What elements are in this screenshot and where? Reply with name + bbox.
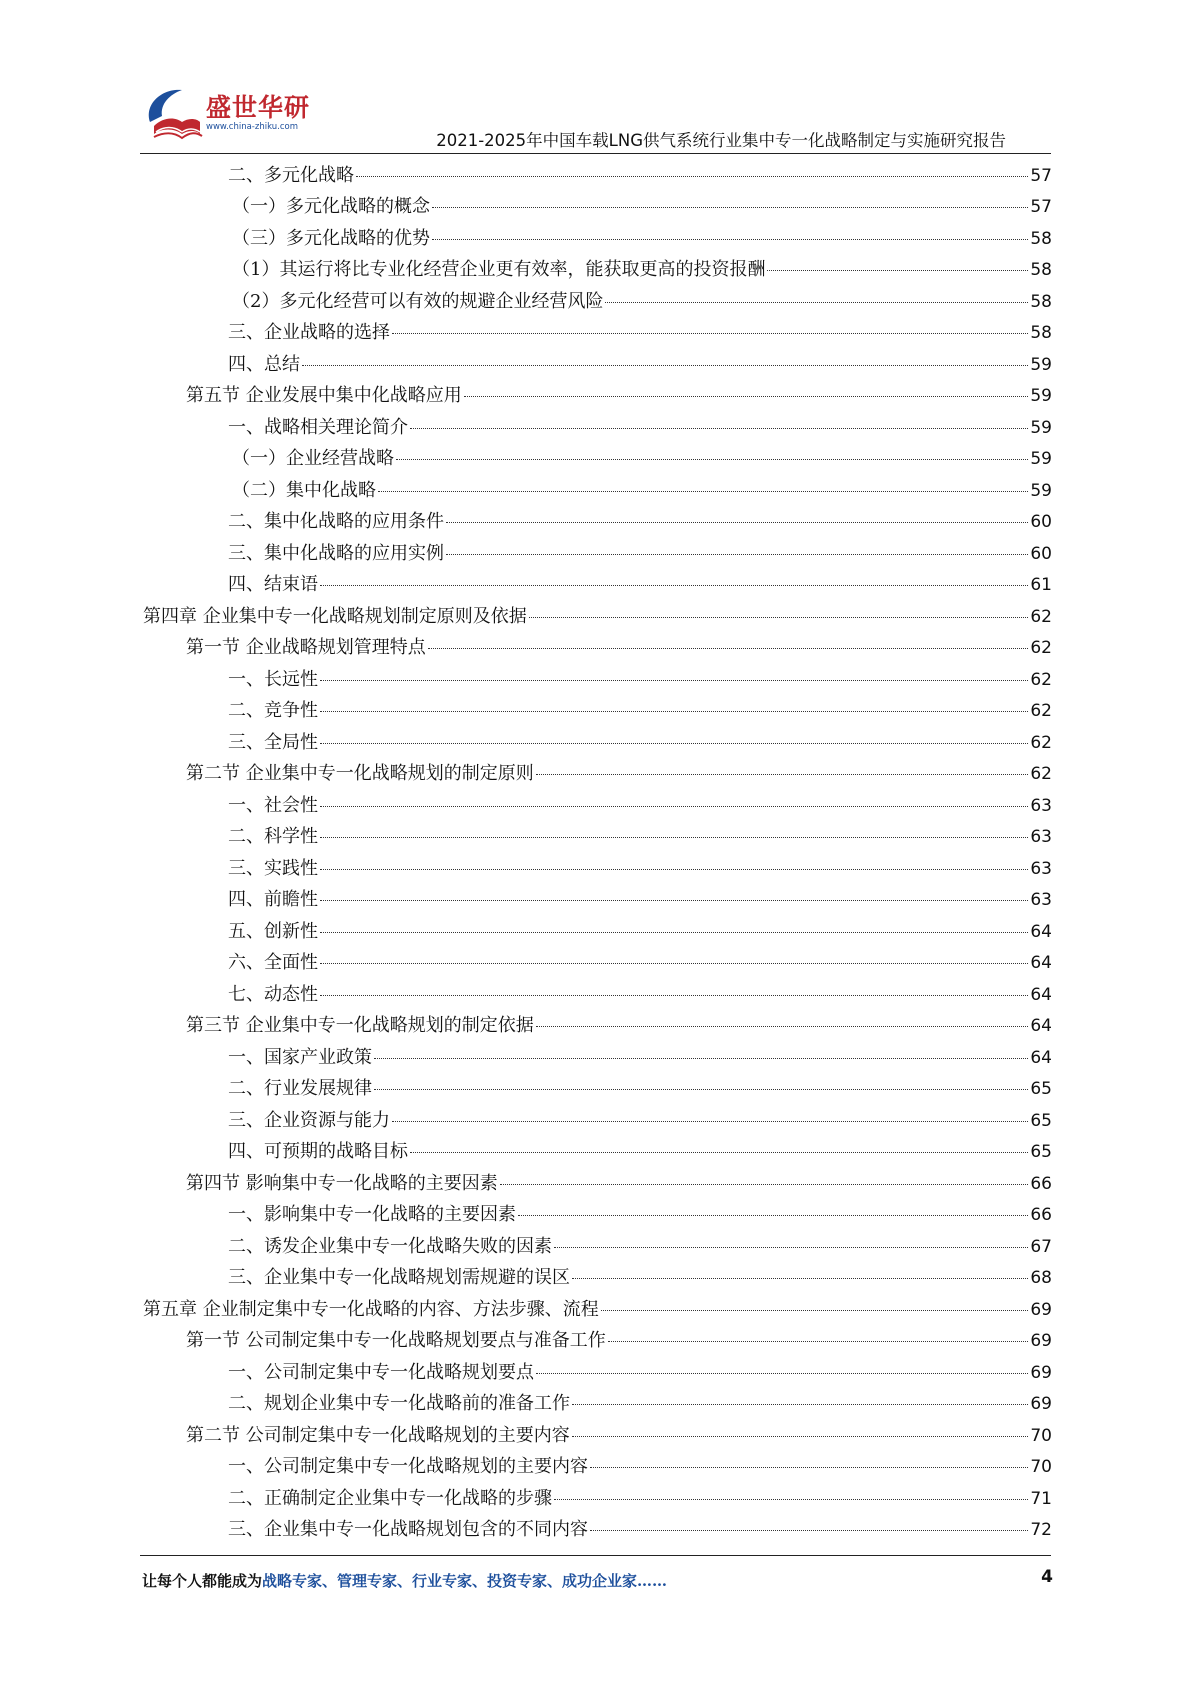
toc-entry[interactable] bbox=[0, 1042, 1191, 1074]
toc-entry-label: （二）集中化战略 bbox=[232, 479, 376, 501]
book-swoosh-logo-icon bbox=[140, 82, 204, 146]
toc-entry[interactable] bbox=[0, 1326, 1191, 1358]
toc-dot-leader bbox=[320, 869, 1028, 870]
toc-entry-page-number: 64 bbox=[1030, 953, 1052, 974]
toc-entry-label: 三、集中化战略的应用实例 bbox=[228, 542, 444, 564]
toc-entry-page-number: 58 bbox=[1030, 291, 1052, 312]
toc-entry-page-number: 60 bbox=[1030, 543, 1052, 564]
toc-dot-leader bbox=[320, 963, 1028, 964]
toc-entry-label: 第二节 企业集中专一化战略规划的制定原则 bbox=[186, 763, 534, 785]
toc-entry[interactable] bbox=[0, 1231, 1191, 1263]
toc-entry[interactable] bbox=[0, 822, 1191, 854]
toc-entry-label: 第二节 公司制定集中专一化战略规划的主要内容 bbox=[186, 1424, 570, 1446]
toc-entry-label: （三）多元化战略的优势 bbox=[232, 227, 430, 249]
toc-entry[interactable] bbox=[0, 1483, 1191, 1515]
toc-entry[interactable] bbox=[0, 885, 1191, 917]
toc-entry[interactable] bbox=[0, 381, 1191, 413]
toc-entry-page-number: 65 bbox=[1030, 1142, 1052, 1163]
footer-slogan-lead: 让每个人都能成为 bbox=[142, 1572, 263, 1590]
toc-entry[interactable] bbox=[0, 1420, 1191, 1452]
toc-entry-label: 第三节 企业集中专一化战略规划的制定依据 bbox=[186, 1015, 534, 1037]
toc-entry-label: 第一节 企业战略规划管理特点 bbox=[186, 637, 426, 659]
toc-entry[interactable] bbox=[0, 1389, 1191, 1421]
toc-entry-page-number: 70 bbox=[1030, 1425, 1052, 1446]
toc-entry-label: 一、影响集中专一化战略的主要因素 bbox=[228, 1204, 516, 1226]
toc-dot-leader bbox=[320, 743, 1028, 744]
toc-entry-label: 六、全面性 bbox=[228, 952, 318, 974]
toc-dot-leader bbox=[536, 774, 1029, 775]
toc-entry[interactable] bbox=[0, 759, 1191, 791]
toc-dot-leader bbox=[518, 1215, 1028, 1216]
toc-entry-label: 四、结束语 bbox=[228, 574, 318, 596]
toc-dot-leader bbox=[554, 1247, 1028, 1248]
toc-entry-page-number: 69 bbox=[1030, 1362, 1052, 1383]
toc-entry-label: 二、多元化战略 bbox=[228, 164, 354, 186]
toc-entry-page-number: 59 bbox=[1030, 386, 1052, 407]
toc-dot-leader bbox=[446, 522, 1028, 523]
toc-entry-page-number: 67 bbox=[1030, 1236, 1052, 1257]
toc-entry[interactable] bbox=[0, 223, 1191, 255]
toc-entry-label: 第四节 影响集中专一化战略的主要因素 bbox=[186, 1172, 498, 1194]
toc-entry[interactable] bbox=[0, 1011, 1191, 1043]
toc-entry[interactable] bbox=[0, 696, 1191, 728]
toc-entry-label: 二、行业发展规律 bbox=[228, 1078, 372, 1100]
toc-entry-page-number: 62 bbox=[1030, 638, 1052, 659]
toc-dot-leader bbox=[320, 711, 1028, 712]
toc-entry[interactable] bbox=[0, 286, 1191, 318]
toc-entry-label: 三、企业资源与能力 bbox=[228, 1109, 390, 1131]
toc-dot-leader bbox=[378, 491, 1028, 492]
toc-entry-page-number: 69 bbox=[1030, 1331, 1052, 1352]
toc-dot-leader bbox=[601, 1310, 1029, 1311]
toc-entry-label: 二、正确制定企业集中专一化战略的步骤 bbox=[228, 1487, 552, 1509]
toc-dot-leader bbox=[374, 1089, 1028, 1090]
header-divider bbox=[140, 153, 1051, 154]
footer-divider bbox=[140, 1555, 1051, 1556]
toc-entry[interactable] bbox=[0, 538, 1191, 570]
toc-entry[interactable] bbox=[0, 1074, 1191, 1106]
toc-entry-label: 三、企业集中专一化战略规划需规避的误区 bbox=[228, 1267, 570, 1289]
toc-entry-label: 一、国家产业政策 bbox=[228, 1046, 372, 1068]
toc-dot-leader bbox=[320, 995, 1028, 996]
toc-dot-leader bbox=[536, 1026, 1029, 1027]
toc-entry-label: 三、实践性 bbox=[228, 857, 318, 879]
toc-entry-page-number: 62 bbox=[1030, 732, 1052, 753]
toc-entry-page-number: 58 bbox=[1030, 228, 1052, 249]
toc-entry-label: 第四章 企业集中专一化战略规划制定原则及依据 bbox=[143, 605, 527, 627]
toc-dot-leader bbox=[446, 554, 1028, 555]
toc-entry[interactable] bbox=[0, 507, 1191, 539]
toc-entry[interactable] bbox=[0, 916, 1191, 948]
toc-entry-label: 二、诱发企业集中专一化战略失败的因素 bbox=[228, 1235, 552, 1257]
page-header bbox=[0, 0, 1191, 160]
toc-entry[interactable] bbox=[0, 1357, 1191, 1389]
toc-entry-page-number: 69 bbox=[1030, 1394, 1052, 1415]
toc-entry-page-number: 63 bbox=[1030, 890, 1052, 911]
toc-entry-label: 一、长远性 bbox=[228, 668, 318, 690]
toc-dot-leader bbox=[410, 428, 1028, 429]
toc-entry-page-number: 59 bbox=[1030, 480, 1052, 501]
toc-entry-page-number: 68 bbox=[1030, 1268, 1052, 1289]
toc-entry[interactable] bbox=[0, 1515, 1191, 1547]
toc-entry[interactable] bbox=[0, 1137, 1191, 1169]
toc-entry-label: 四、前瞻性 bbox=[228, 889, 318, 911]
toc-entry-page-number: 60 bbox=[1030, 512, 1052, 533]
toc-entry[interactable] bbox=[0, 664, 1191, 696]
toc-entry-label: 一、公司制定集中专一化战略规划要点 bbox=[228, 1361, 534, 1383]
toc-dot-leader bbox=[320, 680, 1028, 681]
toc-entry-page-number: 64 bbox=[1030, 984, 1052, 1005]
toc-entry-page-number: 66 bbox=[1030, 1173, 1052, 1194]
toc-entry-label: 五、创新性 bbox=[228, 920, 318, 942]
toc-entry-label: （一）企业经营战略 bbox=[232, 448, 394, 470]
toc-entry-page-number: 69 bbox=[1030, 1299, 1052, 1320]
toc-entry-page-number: 59 bbox=[1030, 354, 1052, 375]
toc-dot-leader bbox=[320, 932, 1028, 933]
toc-entry-page-number: 59 bbox=[1030, 449, 1052, 470]
toc-entry-page-number: 62 bbox=[1030, 701, 1052, 722]
toc-dot-leader bbox=[767, 270, 1028, 271]
toc-dot-leader bbox=[572, 1404, 1028, 1405]
footer-slogan-roles: 战略专家、管理专家、行业专家、投资专家、成功企业家…… bbox=[262, 1572, 668, 1590]
toc-entry[interactable] bbox=[0, 444, 1191, 476]
toc-entry[interactable] bbox=[0, 1168, 1191, 1200]
toc-entry[interactable] bbox=[0, 853, 1191, 885]
toc-entry-label: 二、集中化战略的应用条件 bbox=[228, 511, 444, 533]
toc-entry-page-number: 62 bbox=[1030, 606, 1052, 627]
toc-dot-leader bbox=[554, 1499, 1028, 1500]
toc-entry-page-number: 66 bbox=[1030, 1205, 1052, 1226]
toc-dot-leader bbox=[396, 459, 1028, 460]
toc-entry[interactable] bbox=[0, 790, 1191, 822]
table-of-contents bbox=[0, 160, 1191, 1546]
toc-dot-leader bbox=[320, 585, 1028, 586]
toc-entry-page-number: 65 bbox=[1030, 1079, 1052, 1100]
toc-dot-leader bbox=[374, 1058, 1028, 1059]
toc-entry-page-number: 63 bbox=[1030, 827, 1052, 848]
toc-dot-leader bbox=[356, 176, 1028, 177]
toc-entry[interactable] bbox=[0, 979, 1191, 1011]
toc-entry-page-number: 64 bbox=[1030, 1016, 1052, 1037]
toc-entry-label: （2）多元化经营可以有效的规避企业经营风险 bbox=[232, 290, 604, 312]
toc-entry[interactable] bbox=[0, 727, 1191, 759]
toc-entry-page-number: 70 bbox=[1030, 1457, 1052, 1478]
toc-entry[interactable] bbox=[0, 475, 1191, 507]
toc-entry-label: 一、战略相关理论简介 bbox=[228, 416, 408, 438]
toc-dot-leader bbox=[572, 1278, 1028, 1279]
toc-entry[interactable] bbox=[0, 1200, 1191, 1232]
toc-entry-label: 一、社会性 bbox=[228, 794, 318, 816]
toc-entry[interactable] bbox=[0, 948, 1191, 980]
toc-dot-leader bbox=[392, 1121, 1028, 1122]
toc-entry-label: （一）多元化战略的概念 bbox=[232, 196, 430, 218]
company-logo bbox=[140, 82, 310, 146]
toc-entry-page-number: 58 bbox=[1030, 260, 1052, 281]
toc-entry-label: 第五节 企业发展中集中化战略应用 bbox=[186, 385, 462, 407]
toc-entry-page-number: 61 bbox=[1030, 575, 1052, 596]
toc-dot-leader bbox=[536, 1373, 1028, 1374]
toc-entry-label: 二、规划企业集中专一化战略前的准备工作 bbox=[228, 1393, 570, 1415]
toc-entry[interactable] bbox=[0, 318, 1191, 350]
toc-dot-leader bbox=[529, 617, 1029, 618]
toc-entry-label: （1）其运行将比专业化经营企业更有效率，能获取更高的投资报酬 bbox=[232, 259, 766, 281]
toc-dot-leader bbox=[302, 365, 1028, 366]
toc-dot-leader bbox=[572, 1436, 1029, 1437]
toc-entry[interactable] bbox=[0, 601, 1191, 633]
toc-dot-leader bbox=[410, 1152, 1028, 1153]
toc-entry-page-number: 59 bbox=[1030, 417, 1052, 438]
toc-dot-leader bbox=[432, 239, 1028, 240]
toc-entry-label: 四、总结 bbox=[228, 353, 300, 375]
logo-brand-name: 盛世华研 bbox=[206, 93, 311, 122]
toc-entry[interactable] bbox=[0, 160, 1191, 192]
page-number: 4 bbox=[1041, 1567, 1053, 1587]
toc-entry[interactable] bbox=[0, 1294, 1191, 1326]
toc-entry-label: 二、竞争性 bbox=[228, 700, 318, 722]
toc-entry-page-number: 57 bbox=[1030, 165, 1052, 186]
toc-entry-label: 七、动态性 bbox=[228, 983, 318, 1005]
toc-entry-page-number: 63 bbox=[1030, 795, 1052, 816]
toc-entry-page-number: 64 bbox=[1030, 921, 1052, 942]
toc-entry-page-number: 72 bbox=[1030, 1520, 1052, 1541]
toc-dot-leader bbox=[605, 302, 1028, 303]
toc-dot-leader bbox=[320, 837, 1028, 838]
toc-entry-label: 二、科学性 bbox=[228, 826, 318, 848]
toc-dot-leader bbox=[392, 333, 1028, 334]
toc-entry-page-number: 57 bbox=[1030, 197, 1052, 218]
toc-entry-label: 三、企业战略的选择 bbox=[228, 322, 390, 344]
toc-entry-page-number: 58 bbox=[1030, 323, 1052, 344]
toc-entry-label: 第五章 企业制定集中专一化战略的内容、方法步骤、流程 bbox=[143, 1298, 599, 1320]
toc-entry-page-number: 64 bbox=[1030, 1047, 1052, 1068]
toc-dot-leader bbox=[320, 806, 1028, 807]
toc-entry[interactable] bbox=[0, 192, 1191, 224]
toc-entry-page-number: 71 bbox=[1030, 1488, 1052, 1509]
footer-slogan bbox=[142, 1570, 667, 1591]
toc-dot-leader bbox=[590, 1467, 1028, 1468]
toc-dot-leader bbox=[500, 1184, 1029, 1185]
toc-entry[interactable] bbox=[0, 255, 1191, 287]
toc-entry[interactable] bbox=[0, 633, 1191, 665]
toc-entry-page-number: 62 bbox=[1030, 764, 1052, 785]
report-title: 2021-2025年中国车载LNG供气系统行业集中专一化战略制定与实施研究报告 bbox=[436, 131, 1006, 150]
toc-entry[interactable] bbox=[0, 412, 1191, 444]
toc-dot-leader bbox=[464, 396, 1029, 397]
logo-website-url: www.china-zhiku.com bbox=[206, 122, 298, 132]
toc-entry-page-number: 63 bbox=[1030, 858, 1052, 879]
toc-dot-leader bbox=[320, 900, 1028, 901]
toc-entry-page-number: 65 bbox=[1030, 1110, 1052, 1131]
toc-entry-page-number: 62 bbox=[1030, 669, 1052, 690]
toc-dot-leader bbox=[590, 1530, 1028, 1531]
toc-entry[interactable] bbox=[0, 1263, 1191, 1295]
toc-dot-leader bbox=[428, 648, 1029, 649]
toc-entry-label: 第一节 公司制定集中专一化战略规划要点与准备工作 bbox=[186, 1330, 606, 1352]
toc-entry[interactable] bbox=[0, 570, 1191, 602]
toc-entry-label: 一、公司制定集中专一化战略规划的主要内容 bbox=[228, 1456, 588, 1478]
toc-entry[interactable] bbox=[0, 1105, 1191, 1137]
toc-dot-leader bbox=[432, 207, 1028, 208]
toc-entry[interactable] bbox=[0, 1452, 1191, 1484]
toc-entry[interactable] bbox=[0, 349, 1191, 381]
toc-dot-leader bbox=[608, 1341, 1029, 1342]
toc-entry-label: 三、企业集中专一化战略规划包含的不同内容 bbox=[228, 1519, 588, 1541]
toc-entry-label: 三、全局性 bbox=[228, 731, 318, 753]
toc-entry-label: 四、可预期的战略目标 bbox=[228, 1141, 408, 1163]
